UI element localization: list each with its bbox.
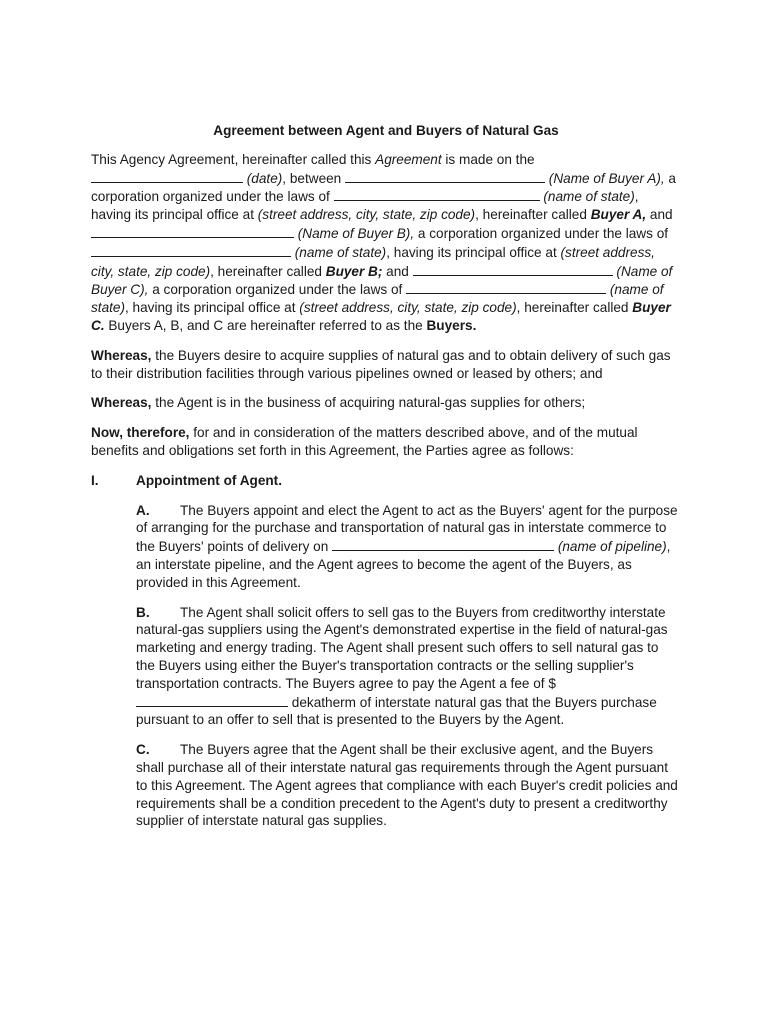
intro-text: , having its principal office at — [91, 189, 639, 223]
intro-text: a corporation organized under the laws of — [414, 225, 669, 241]
intro-text: a corporation organized under the laws of — [148, 282, 407, 298]
buyer-b-term: Buyer B; — [325, 263, 383, 279]
state-label: (name of state) — [291, 244, 387, 260]
whereas-text: the Buyers desire to acquire supplies of natural gas and to obtain delivery of such gas to their distribution facilities through various pipelines owned or leased by others; and — [91, 347, 671, 381]
buyer-a-label: (Name of Buyer A), — [545, 170, 665, 186]
clause-text: The Buyers agree that the Agent shall be their exclusive agent, and the Buyers shall purchase all of their interstate natural gas requirements through the Agent pursuant to this Agreement. The Agent agrees that compliance with each Buyer's credit policies and requirements shall be a condition precedent to the Agent's duty to present a creditworthy supplier of interstate natural gas supplies. — [136, 742, 678, 829]
address-label: (street address, city, state, zip code) — [257, 207, 476, 223]
intro-text: , hereinafter called — [475, 207, 591, 223]
whereas-paragraph-2 — [91, 394, 681, 412]
intro-text: , having its principal office at — [125, 300, 300, 316]
intro-text: a corporation organized under the laws of — [91, 170, 676, 205]
whereas-text: the Agent is in the business of acquiring natural-gas supplies for others; — [151, 395, 586, 411]
buyer-b-state-blank[interactable] — [91, 243, 291, 257]
now-therefore-text: for and in consideration of the matters described above, and of the mutual benefits and obligations set forth in this Agreement, the Parties agree as follows: — [91, 425, 638, 458]
clause-text: The Agent shall solicit offers to sell gas to the Buyers from creditworthy interstate natural-gas suppliers using the Agent's demonstrated expertise in the field of natural-gas marketing and energy trading. The Agent shall present such offers to sell natural gas to the Buyers using either the Buyer's transportation contracts or the selling supplier's transportation contracts. The Buyers agree to pay the Agent a fee of $ — [136, 604, 668, 691]
date-label: (date) — [243, 170, 283, 186]
intro-text: and — [382, 263, 413, 279]
buyer-a-name-blank[interactable] — [345, 169, 545, 183]
buyer-a-term: Buyer A, — [590, 207, 647, 223]
buyer-c-name-blank[interactable] — [413, 262, 613, 276]
buyer-b-name-blank[interactable] — [91, 224, 294, 238]
document-page — [91, 122, 681, 842]
buyer-b-label: (Name of Buyer B), — [294, 225, 415, 241]
section-heading — [91, 472, 681, 490]
clause-text: , an interstate pipeline, and the Agent agrees to become the agent of the Buyers, as provided in this Agreement. — [136, 539, 671, 590]
pipeline-blank[interactable] — [332, 537, 554, 551]
clause-a — [136, 502, 681, 592]
whereas-paragraph-1 — [91, 347, 681, 383]
now-therefore-paragraph — [91, 424, 681, 460]
clause-c — [136, 741, 681, 830]
clause-letter: B. — [136, 604, 150, 620]
intro-text: and — [646, 207, 673, 223]
buyer-c-label: (Name of Buyer C), — [91, 263, 673, 298]
address-label: (street address, city, state, zip code) — [91, 244, 655, 279]
agreement-term: Agreement — [375, 151, 442, 167]
date-blank[interactable] — [91, 169, 243, 183]
intro-text: , between — [282, 170, 346, 186]
state-label: (name of state) — [91, 282, 664, 316]
buyer-a-state-blank[interactable] — [334, 187, 540, 201]
intro-text: , hereinafter called — [210, 263, 326, 279]
intro-text: is made on the — [441, 151, 535, 167]
now-therefore-lead: Now, therefore, — [91, 425, 190, 441]
intro-text: This Agency Agreement, hereinafter called this — [91, 151, 376, 167]
intro-text: Buyers A, B, and C are hereinafter referred to as the — [104, 317, 427, 333]
clause-text: dekatherm of interstate natural gas that the Buyers purchase pursuant to an offer to sell that is presented to the Buyers by the Agent. — [136, 694, 657, 728]
intro-text: , having its principal office at — [386, 244, 561, 260]
section-title: Appointment of Agent. — [136, 472, 282, 488]
clause-letter: C. — [136, 742, 150, 758]
pipeline-label: (name of pipeline) — [554, 539, 667, 555]
whereas-lead: Whereas, — [91, 395, 152, 411]
address-label: (street address, city, state, zip code) — [299, 300, 517, 316]
buyer-c-state-blank[interactable] — [406, 280, 606, 294]
state-label: (name of state) — [539, 189, 635, 205]
clause-b — [136, 604, 681, 730]
clause-text: The Buyers appoint and elect the Agent to act as the Buyers' agent for the purpose of arranging for the purchase and transportation of natural gas in interstate commerce to the Buyers' points of delivery on — [136, 502, 678, 555]
page-title: Agreement between Agent and Buyers of Natural Gas — [213, 123, 559, 138]
whereas-lead: Whereas, — [91, 347, 152, 363]
intro-text: , hereinafter called — [516, 300, 633, 316]
intro-paragraph — [91, 151, 681, 335]
section-number: I. — [91, 472, 99, 488]
buyers-term: Buyers. — [426, 317, 477, 333]
clause-letter: A. — [136, 502, 150, 518]
buyer-c-term: Buyer C. — [91, 300, 671, 333]
fee-blank[interactable] — [136, 693, 288, 707]
